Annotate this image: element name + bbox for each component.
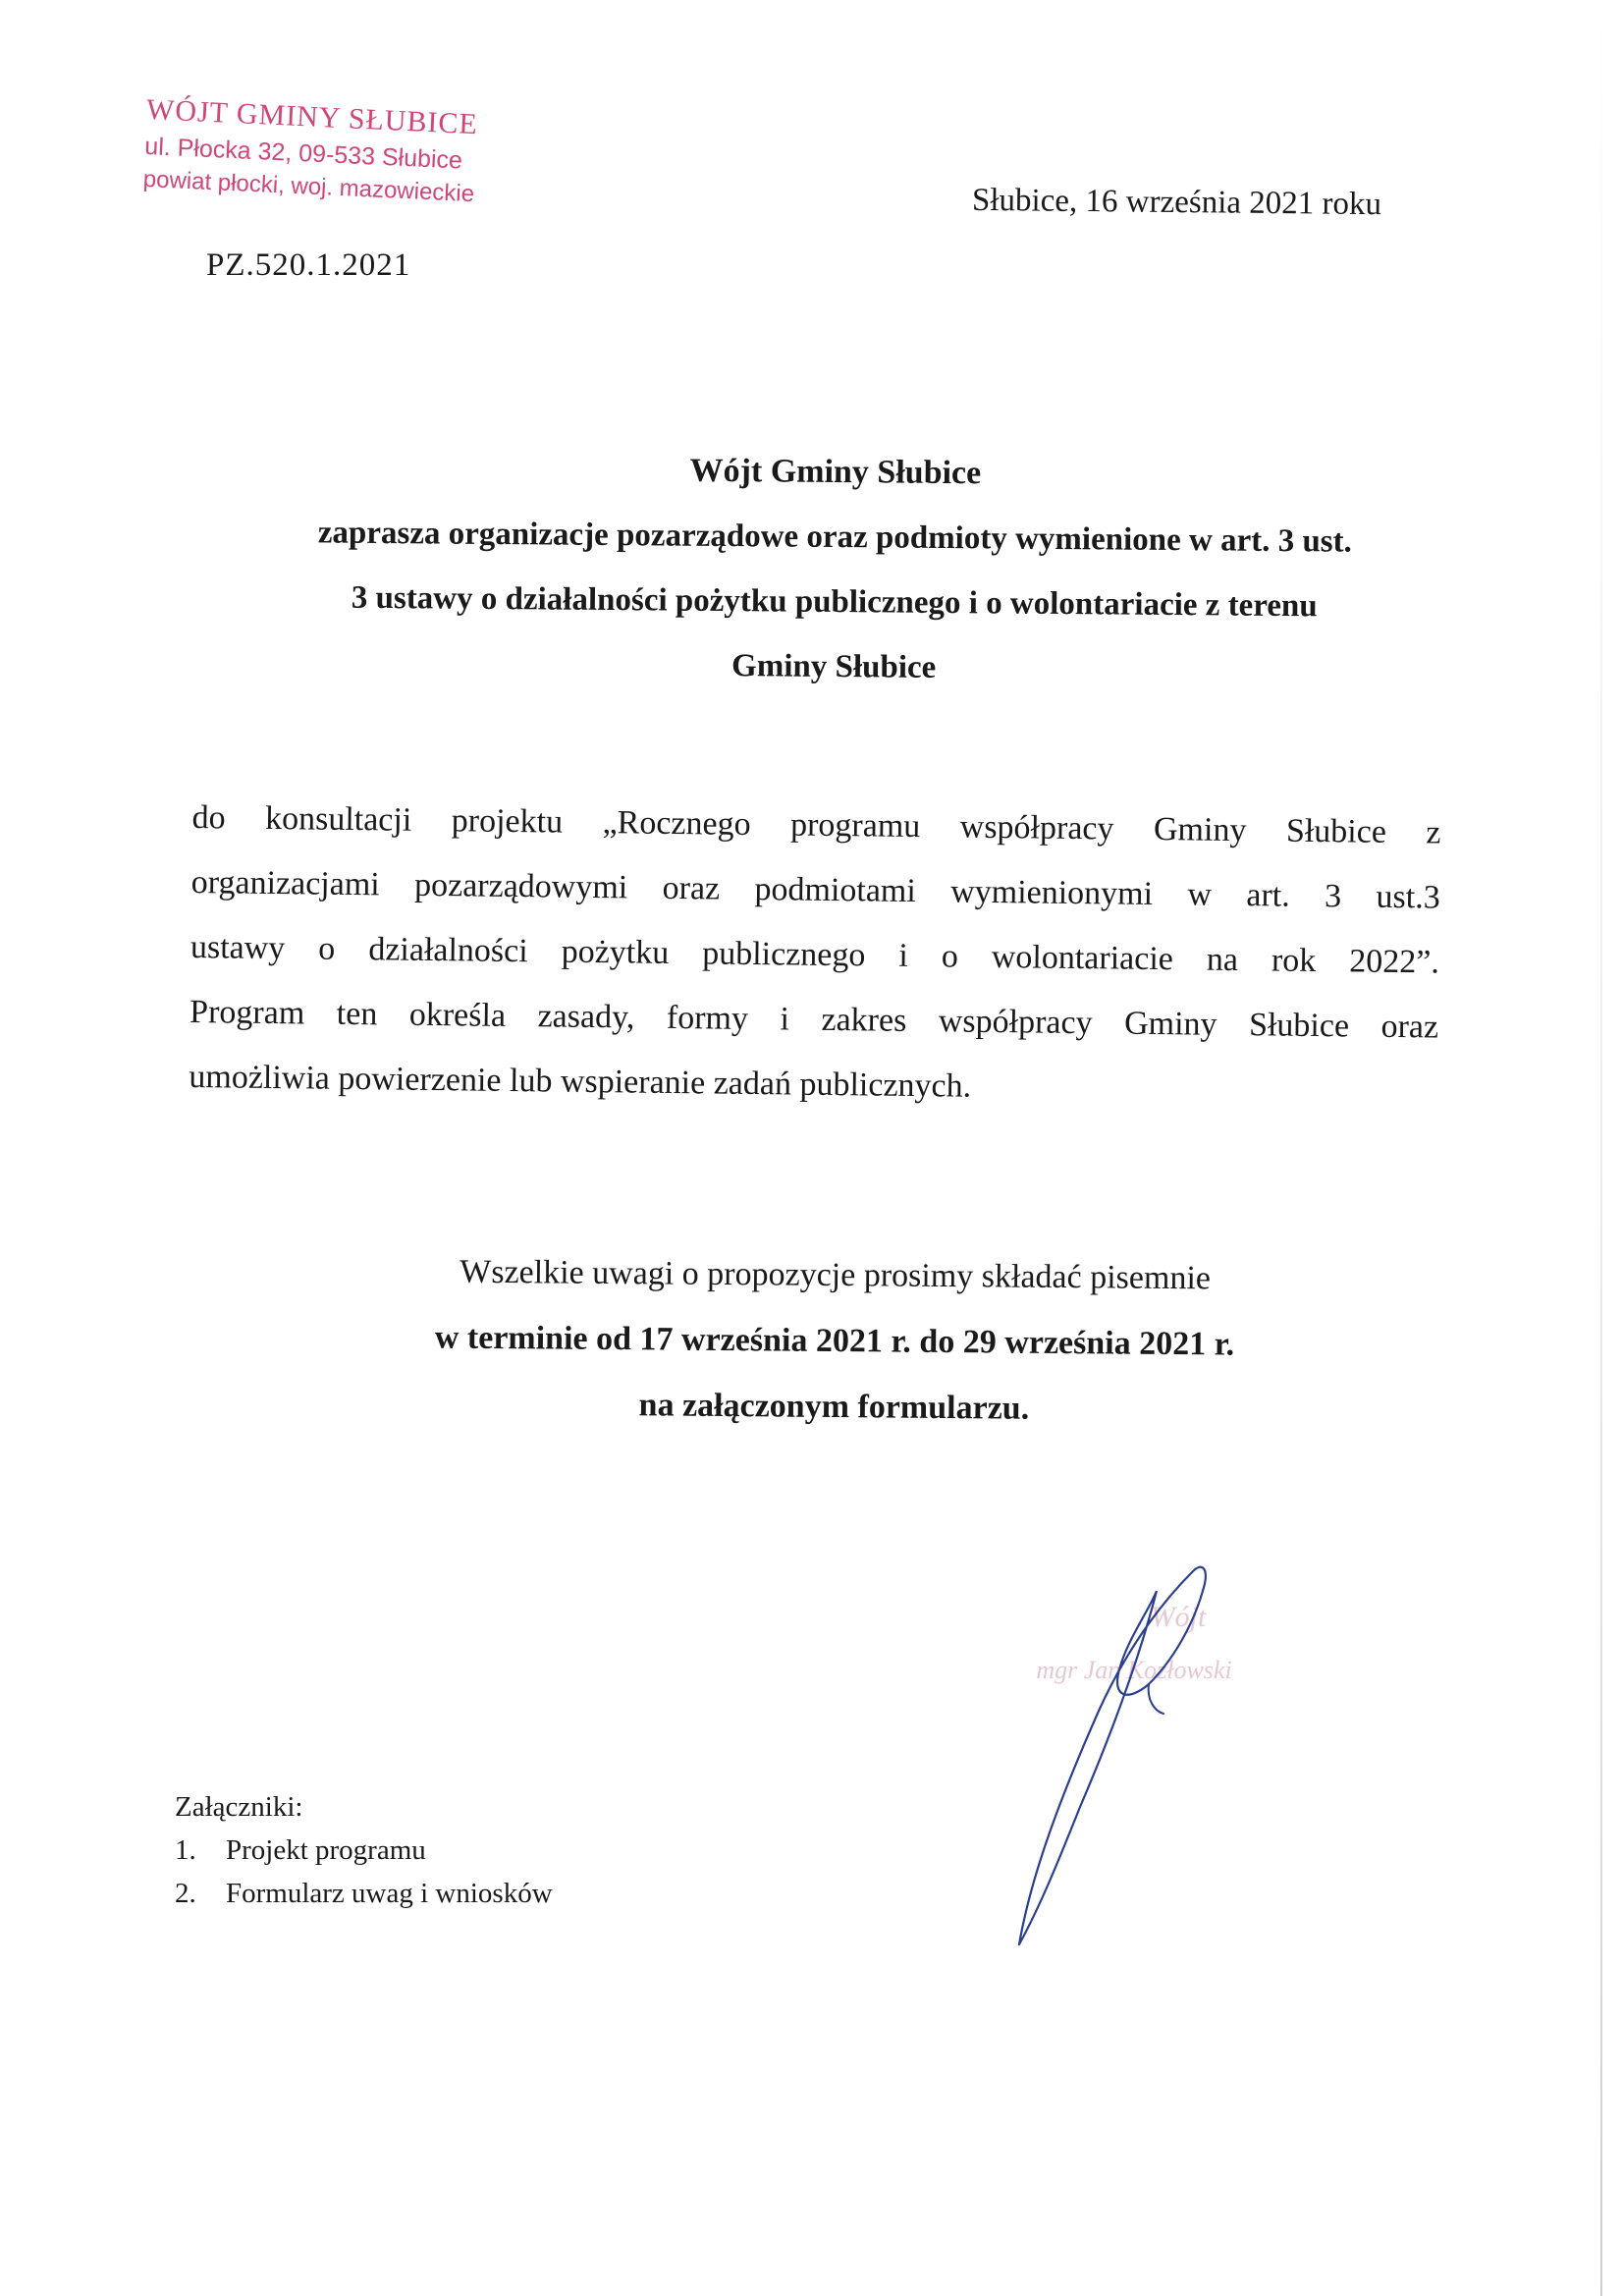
- signature-stamp-name: mgr Jan Kozłowski: [1036, 1656, 1232, 1684]
- remarks-section: [294, 1237, 1376, 1445]
- body-line: do konsultacji projektu „Rocznego programu współpracy Gminy Słubice z: [191, 798, 1441, 851]
- heading-title: Wójt Gminy Słubice: [689, 452, 982, 492]
- date-line: Słubice, 16 września 2021 roku: [971, 182, 1382, 223]
- heading-line-3: Gminy Słubice: [730, 648, 937, 685]
- heading-line-1: zaprasza organizacje pozarządowe oraz podmioty wymienione w art. 3 ust.: [317, 515, 1353, 560]
- office-stamp: [142, 90, 529, 214]
- body-line: organizacjami pozarządowymi oraz podmiotami wymienionymi w art. 3 ust.3: [190, 863, 1440, 916]
- attachment-item: [175, 1872, 553, 1915]
- attachment-text: Formularz uwag i wniosków: [226, 1878, 553, 1909]
- handwritten-signature: [992, 1552, 1247, 1964]
- signature-stamp-role: Wójt: [1150, 1601, 1207, 1633]
- attachment-number: 2.: [175, 1878, 196, 1909]
- remarks-form-note: na załączonym formularzu.: [638, 1387, 1030, 1427]
- body-line: ustawy o działalności pożytku publicznego i o wolontariacie na rok 2022”.: [189, 928, 1440, 981]
- attachments-items: [175, 1829, 553, 1915]
- attachments-label: Załączniki:: [175, 1791, 303, 1823]
- stamp-line-3: powiat płocki, woj. mazowieckie: [142, 165, 475, 208]
- reference-number: PZ.520.1.2021: [206, 247, 411, 283]
- remarks-line-1: Wszelkie uwagi o propozycje prosimy składać pisemnie: [460, 1253, 1212, 1297]
- body-line: Program ten określa zasady, formy i zakres współpracy Gminy Słubice oraz: [189, 993, 1439, 1046]
- invitation-heading: [195, 441, 1474, 711]
- attachments-list: [175, 1785, 553, 1915]
- scan-edge-shadow: [1600, 0, 1602, 2296]
- stamp-line-2: ul. Płocka 32, 09-533 Słubice: [143, 132, 463, 175]
- body-paragraph: [189, 786, 1441, 1125]
- remarks-deadline: w terminie od 17 września 2021 r. do 29 września 2021 r.: [434, 1319, 1235, 1363]
- stamp-line-1: WÓJT GMINY SŁUBICE: [145, 92, 479, 141]
- attachment-text: Projekt programu: [226, 1834, 426, 1866]
- body-line: umożliwia powierzenie lub wspieranie zadań publicznych.: [189, 1058, 972, 1105]
- heading-line-2: 3 ustawy o działalności pożytku publicznego i o wolontariacie z terenu: [351, 579, 1318, 625]
- attachment-number: 1.: [175, 1834, 196, 1866]
- attachment-item: [175, 1829, 553, 1872]
